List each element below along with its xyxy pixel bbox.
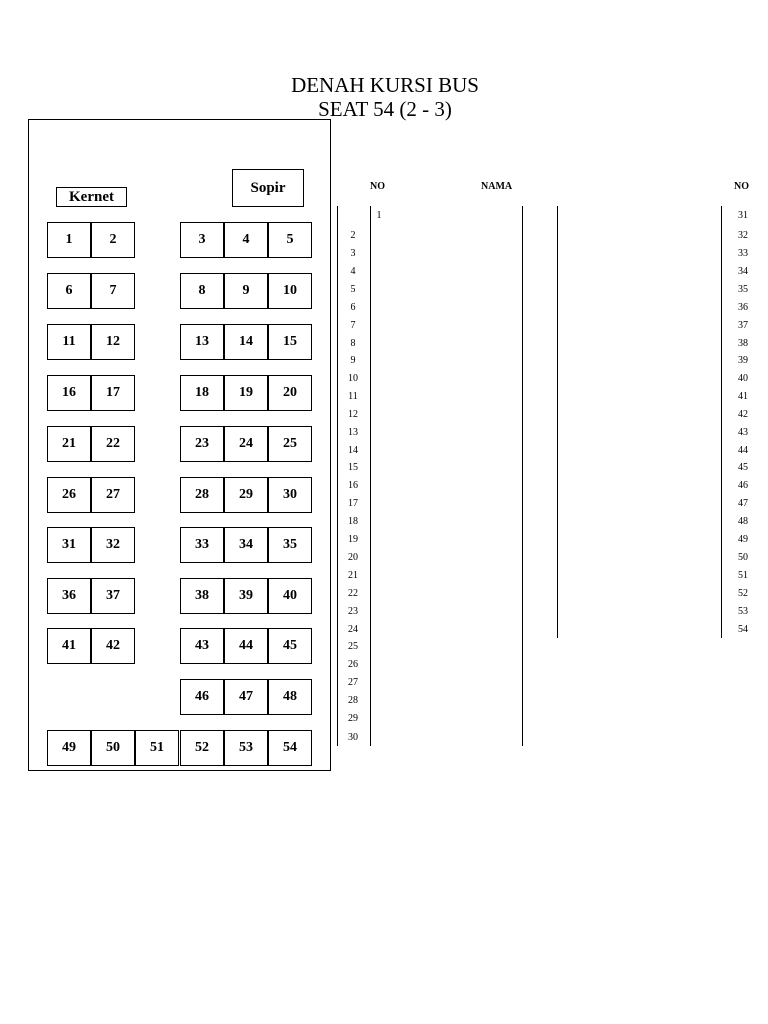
seat[interactable]: 1 [47, 222, 91, 258]
seat[interactable]: 10 [268, 273, 312, 309]
row-number: 30 [348, 732, 358, 743]
seat[interactable]: 8 [180, 273, 224, 309]
row-number: 41 [738, 391, 748, 402]
row-number: 9 [350, 355, 356, 366]
row-number: 23 [348, 606, 358, 617]
seat[interactable]: 20 [268, 375, 312, 411]
row-number: 40 [738, 373, 748, 384]
row-number: 37 [738, 320, 748, 331]
seat[interactable]: 38 [180, 578, 224, 614]
row-number: 33 [738, 248, 748, 259]
seat[interactable]: 32 [91, 527, 135, 563]
seat[interactable]: 9 [224, 273, 268, 309]
seat[interactable]: 40 [268, 578, 312, 614]
header-nama: NAMA [481, 181, 513, 192]
table-divider [522, 206, 523, 746]
seat[interactable]: 36 [47, 578, 91, 614]
seat[interactable]: 7 [91, 273, 135, 309]
row-number: 24 [348, 624, 358, 635]
row-number: 3 [350, 248, 356, 259]
row-number: 5 [350, 284, 356, 295]
seat[interactable]: 28 [180, 477, 224, 513]
seat[interactable]: 47 [224, 679, 268, 715]
row-number: 34 [738, 266, 748, 277]
seat[interactable]: 6 [47, 273, 91, 309]
seat[interactable]: 35 [268, 527, 312, 563]
seat[interactable]: 5 [268, 222, 312, 258]
row-number: 7 [350, 320, 356, 331]
seat[interactable]: 15 [268, 324, 312, 360]
row-number: 22 [348, 588, 358, 599]
seat[interactable]: 26 [47, 477, 91, 513]
seat[interactable]: 54 [268, 730, 312, 766]
row-number: 29 [348, 713, 358, 724]
row-number: 52 [738, 588, 748, 599]
seat[interactable]: 25 [268, 426, 312, 462]
seat[interactable]: 42 [91, 628, 135, 664]
row-number: 39 [738, 355, 748, 366]
seat[interactable]: 37 [91, 578, 135, 614]
row-number: 15 [348, 462, 358, 473]
seat[interactable]: 14 [224, 324, 268, 360]
seat[interactable]: 30 [268, 477, 312, 513]
row-number: 8 [350, 338, 356, 349]
row-number: 17 [348, 498, 358, 509]
seat[interactable]: 16 [47, 375, 91, 411]
seat[interactable]: 3 [180, 222, 224, 258]
row-number: 43 [738, 427, 748, 438]
row-number: 20 [348, 552, 358, 563]
row-number: 50 [738, 552, 748, 563]
row-number: 13 [348, 427, 358, 438]
row-number: 51 [738, 570, 748, 581]
row-number: 10 [348, 373, 358, 384]
row-number: 26 [348, 659, 358, 670]
row-number: 54 [738, 624, 748, 635]
table-divider [721, 206, 722, 638]
row-number: 25 [348, 641, 358, 652]
row-number: 11 [348, 391, 358, 402]
row-number: 18 [348, 516, 358, 527]
seat[interactable]: 50 [91, 730, 135, 766]
seat[interactable]: 31 [47, 527, 91, 563]
seat[interactable]: 43 [180, 628, 224, 664]
seat[interactable]: 2 [91, 222, 135, 258]
page-title: DENAH KURSI BUS [291, 73, 479, 97]
row-number: 27 [348, 677, 358, 688]
row-number: 49 [738, 534, 748, 545]
row-number: 6 [350, 302, 356, 313]
seat[interactable]: 52 [180, 730, 224, 766]
seat[interactable]: 34 [224, 527, 268, 563]
seat[interactable]: 53 [224, 730, 268, 766]
table-divider [557, 206, 558, 638]
seat[interactable]: 18 [180, 375, 224, 411]
row-number: 35 [738, 284, 748, 295]
seat[interactable]: 45 [268, 628, 312, 664]
row-number: 36 [738, 302, 748, 313]
row-number: 32 [738, 230, 748, 241]
seat[interactable]: 21 [47, 426, 91, 462]
row-number: 21 [348, 570, 358, 581]
seat[interactable]: 51 [135, 730, 179, 766]
row-number: 12 [348, 409, 358, 420]
row-number: 14 [348, 445, 358, 456]
seat[interactable]: 48 [268, 679, 312, 715]
header-no-left: NO [370, 181, 385, 192]
seat[interactable]: 44 [224, 628, 268, 664]
seat[interactable]: 11 [47, 324, 91, 360]
row-number: 47 [738, 498, 748, 509]
row-number: 44 [738, 445, 748, 456]
seat[interactable]: 19 [224, 375, 268, 411]
row-number: 19 [348, 534, 358, 545]
row-number: 4 [350, 266, 356, 277]
seat[interactable]: 24 [224, 426, 268, 462]
row-number: 28 [348, 695, 358, 706]
seat[interactable]: 12 [91, 324, 135, 360]
seat[interactable]: 13 [180, 324, 224, 360]
row-number: 45 [738, 462, 748, 473]
table-divider [370, 206, 371, 746]
seat[interactable]: 39 [224, 578, 268, 614]
header-no-right: NO [734, 181, 749, 192]
seat[interactable]: 29 [224, 477, 268, 513]
row-number: 42 [738, 409, 748, 420]
page-subtitle: SEAT 54 (2 - 3) [318, 97, 452, 121]
row-number: 46 [738, 480, 748, 491]
kernet-label: Kernet [56, 187, 127, 207]
row-number: 53 [738, 606, 748, 617]
seat[interactable]: 17 [91, 375, 135, 411]
row-number: 48 [738, 516, 748, 527]
row-number: 16 [348, 480, 358, 491]
row-number: 38 [738, 338, 748, 349]
sopir-label: Sopir [232, 169, 304, 207]
seat[interactable]: 41 [47, 628, 91, 664]
seat[interactable]: 4 [224, 222, 268, 258]
row-number: 1 [376, 210, 382, 221]
seat[interactable]: 46 [180, 679, 224, 715]
seat[interactable]: 49 [47, 730, 91, 766]
row-number: 2 [350, 230, 356, 241]
seat[interactable]: 22 [91, 426, 135, 462]
seat[interactable]: 27 [91, 477, 135, 513]
seat[interactable]: 23 [180, 426, 224, 462]
seat[interactable]: 33 [180, 527, 224, 563]
row-number: 31 [738, 210, 748, 221]
